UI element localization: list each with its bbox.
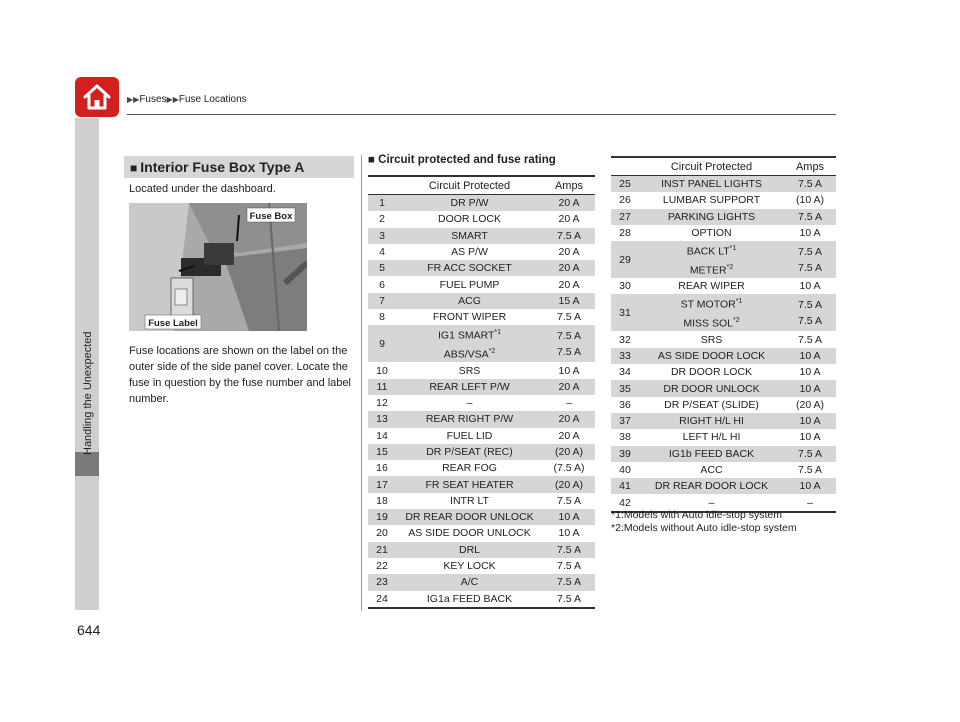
fuse-number: 4: [379, 246, 385, 259]
circuit-name: DR DOOR UNLOCK: [639, 380, 784, 396]
circuit-text: ST MOTOR: [680, 298, 736, 311]
table-row: [368, 558, 595, 574]
fuse-number: 8: [379, 311, 385, 324]
fuse-number: 37: [611, 413, 639, 429]
amp-rating: 7.5 A: [557, 560, 581, 573]
amp-rating: 10 A: [784, 348, 836, 364]
footnote-2: *2:Models without Auto idle-stop system: [611, 522, 797, 534]
amp-rating: 10 A: [799, 227, 821, 240]
circuit-text: IG1 SMART: [437, 329, 495, 342]
amp-rating: 15 A: [543, 293, 595, 309]
fuse-number: 9: [368, 325, 396, 362]
circuit-name: DR REAR DOOR LOCK: [639, 478, 784, 494]
circuit-name: REAR FOG: [442, 462, 497, 475]
amp-rating: [784, 241, 836, 278]
amp-rating: (20 A): [795, 398, 824, 411]
fuse-number: 15: [368, 444, 396, 460]
fuse-table-1: [368, 175, 595, 609]
amp-rating: 20 A: [543, 195, 595, 212]
fuse-number: 24: [368, 591, 396, 608]
circuit-name: [396, 325, 543, 362]
home-button[interactable]: [75, 77, 119, 117]
fuse-number: 12: [376, 397, 388, 410]
circuit-name: INST PANEL LIGHTS: [639, 176, 784, 193]
table-row: [611, 446, 836, 462]
amp-rating: 10 A: [799, 431, 821, 444]
breadcrumb-link-fuses[interactable]: Fuses: [139, 94, 167, 105]
fuse-number: 22: [376, 560, 388, 573]
table-row: [368, 591, 595, 608]
fuse-number: 20: [376, 527, 388, 540]
amp-rating: 7.5 A: [543, 228, 595, 244]
fuse-box-photo: [129, 203, 307, 331]
circuit-name: DR P/SEAT (REC): [396, 444, 543, 460]
table-row: [368, 228, 595, 244]
fuse-number: 28: [619, 227, 631, 240]
fuse-number: 32: [619, 333, 631, 346]
col-amps: Amps: [543, 176, 595, 195]
table-row: [611, 225, 836, 241]
section-marker-icon: ■: [130, 161, 138, 175]
table-row: [611, 478, 836, 494]
fuse-number: 26: [619, 194, 631, 207]
amp-rating: 20 A: [558, 429, 580, 442]
table-row: [368, 325, 595, 362]
footnote-ref: *2: [726, 263, 734, 271]
fuse-number: 3: [368, 228, 396, 244]
circuit-name: DOOR LOCK: [437, 213, 501, 226]
col-amps: Amps: [784, 157, 836, 176]
circuit-name: REAR RIGHT P/W: [396, 411, 543, 427]
circuit-text: METER: [689, 264, 727, 277]
circuit-text: MISS SOL: [683, 317, 733, 330]
fuse-number: 5: [368, 260, 396, 276]
column-divider: [361, 155, 362, 611]
circuit-name: FUEL LID: [446, 429, 493, 442]
amp-rating: 7.5 A: [543, 542, 595, 558]
amp-rating: 7.5 A: [784, 176, 836, 193]
fuse-number: 34: [619, 366, 631, 379]
circuit-name: PARKING LIGHTS: [639, 209, 784, 225]
table-row: [368, 195, 595, 212]
amp-rating: 7.5 A: [557, 311, 581, 324]
circuit-name: REAR WIPER: [678, 280, 745, 293]
amp-rating: (20 A): [543, 444, 595, 460]
table-row: [368, 411, 595, 427]
circuit-line: [396, 325, 543, 344]
table-row: [368, 362, 595, 378]
circuit-name: FUEL PUMP: [439, 278, 500, 291]
breadcrumb-current: Fuse Locations: [178, 94, 247, 105]
table-row: [368, 260, 595, 276]
amp-rating: 7.5 A: [784, 446, 836, 462]
footnotes: [611, 509, 797, 535]
table-title: ■ Circuit protected and fuse rating: [368, 154, 556, 166]
fuse-number: 23: [368, 574, 396, 590]
table-row: [611, 294, 836, 331]
circuit-name: DR DOOR LOCK: [670, 366, 753, 379]
amp-text: 7.5 A: [557, 345, 581, 358]
table-row: [368, 476, 595, 492]
table-row: [368, 525, 595, 541]
amp-rating: 7.5 A: [784, 209, 836, 225]
circuit-name: LUMBAR SUPPORT: [662, 194, 761, 207]
section-title: Interior Fuse Box Type A: [140, 159, 305, 175]
table-row: [368, 293, 595, 309]
circuit-name: [639, 241, 784, 278]
table-title-marker-icon: ■: [368, 154, 375, 166]
footnote-ref: *2: [732, 316, 740, 324]
table-row: [611, 192, 836, 208]
fuse-number: 41: [611, 478, 639, 494]
table-row: [611, 397, 836, 413]
table-row: [611, 462, 836, 478]
footnote-ref: *1: [729, 245, 737, 253]
amp-rating: 20 A: [558, 278, 580, 291]
amp-rating: (10 A): [795, 194, 824, 207]
footnote-ref: *2: [488, 347, 496, 355]
amp-rating: 10 A: [799, 280, 821, 293]
circuit-name: ACG: [396, 293, 543, 309]
breadcrumb-arrow-icon: ▶▶: [166, 95, 179, 104]
fuse-number: 35: [611, 380, 639, 396]
table-row: [368, 493, 595, 509]
amp-rating: 10 A: [784, 413, 836, 429]
fuse-number: 21: [368, 542, 396, 558]
circuit-name: RIGHT H/L HI: [639, 413, 784, 429]
table-row: [368, 211, 595, 227]
amp-rating: 20 A: [543, 379, 595, 395]
fuse-label-callout: Fuse Label: [148, 318, 198, 329]
amp-rating: 10 A: [543, 509, 595, 525]
fuse-number: 1: [368, 195, 396, 212]
circuit-name: AS SIDE DOOR UNLOCK: [408, 527, 531, 540]
circuit-name: FR SEAT HEATER: [396, 476, 543, 492]
amp-rating: [543, 325, 595, 362]
table-row: [368, 574, 595, 590]
fuse-number: 29: [611, 241, 639, 278]
circuit-name: OPTION: [691, 227, 732, 240]
table-row: [611, 278, 836, 294]
table-row: [611, 364, 836, 380]
amp-rating: 7.5 A: [557, 494, 581, 507]
table-row: [368, 444, 595, 460]
col-circuit: Circuit Protected: [639, 157, 784, 176]
circuit-name: SRS: [458, 364, 481, 377]
amp-rating: 10 A: [558, 527, 580, 540]
circuit-name: DR REAR DOOR UNLOCK: [396, 509, 543, 525]
fuse-number: 11: [368, 379, 396, 395]
circuit-line: [639, 241, 784, 260]
circuit-name: A/C: [396, 574, 543, 590]
col-number: [611, 157, 639, 176]
fuse-number: 10: [376, 364, 388, 377]
header-divider: [127, 114, 836, 115]
fuse-number: 27: [611, 209, 639, 225]
fuse-number: 25: [611, 176, 639, 193]
amp-rating: 7.5 A: [543, 591, 595, 608]
fuse-number: 18: [376, 494, 388, 507]
circuit-name: [639, 294, 784, 331]
fuse-number: 33: [611, 348, 639, 364]
fuse-number: 42: [611, 494, 639, 511]
table-row: [611, 348, 836, 364]
table-row: [368, 428, 595, 444]
circuit-name: LEFT H/L HI: [682, 431, 741, 444]
amp-rating: 10 A: [799, 366, 821, 379]
table-row: [611, 429, 836, 445]
amp-text: 7.5 A: [798, 298, 822, 311]
circuit-name: DRL: [396, 542, 543, 558]
amp-text: 7.5 A: [798, 314, 822, 327]
section-heading: [124, 156, 354, 178]
table-row: [368, 509, 595, 525]
fuse-number: 39: [611, 446, 639, 462]
circuit-name: INTR LT: [450, 494, 489, 507]
fuse-number: 13: [368, 411, 396, 427]
footnote-ref: *1: [735, 298, 743, 306]
amp-rating: 20 A: [558, 246, 580, 259]
fuse-number: 36: [619, 398, 631, 411]
circuit-text: ABS/VSA: [443, 348, 489, 361]
table-row: [611, 209, 836, 225]
fuse-box-callout: Fuse Box: [249, 211, 293, 222]
fuse-number: 19: [368, 509, 396, 525]
breadcrumb: [127, 94, 247, 105]
instruction-paragraph: Fuse locations are shown on the label on the outer side of the side panel cover. Locate the fuse in question by the fuse number and label number.: [129, 345, 351, 405]
amp-rating: –: [784, 494, 836, 511]
fuse-number: 40: [619, 464, 631, 476]
location-text: Located under the dashboard.: [129, 183, 276, 195]
amp-rating: 10 A: [558, 364, 580, 377]
table-row: [368, 542, 595, 558]
fuse-number: 16: [376, 462, 388, 475]
fuse-number: 6: [379, 278, 385, 291]
home-icon: [82, 82, 112, 112]
amp-rating: [784, 294, 836, 331]
circuit-name: IG1a FEED BACK: [396, 591, 543, 608]
amp-rating: 7.5 A: [543, 574, 595, 590]
amp-rating: –: [566, 397, 572, 410]
table-row: [368, 276, 595, 292]
footnote-ref: *1: [494, 329, 502, 337]
page-number: 644: [77, 622, 101, 638]
amp-rating: (20 A): [543, 476, 595, 492]
amp-text: 7.5 A: [798, 245, 822, 258]
amp-rating: 20 A: [543, 411, 595, 427]
circuit-name: DR P/W: [396, 195, 543, 212]
amp-rating: 20 A: [543, 260, 595, 276]
circuit-name: –: [639, 494, 784, 511]
breadcrumb-arrow-icon: ▶▶: [127, 95, 140, 104]
amp-rating: 10 A: [784, 478, 836, 494]
circuit-name: SMART: [396, 228, 543, 244]
fuse-number: 31: [611, 294, 639, 331]
circuit-name: REAR LEFT P/W: [396, 379, 543, 395]
footnote-1: *1:Models with Auto idle-stop system: [611, 509, 782, 521]
circuit-name: AS SIDE DOOR LOCK: [639, 348, 784, 364]
circuit-name: ACC: [700, 464, 723, 476]
table-row: [611, 413, 836, 429]
table-row: [368, 395, 595, 411]
table-row: [611, 241, 836, 278]
table-row: [611, 176, 836, 193]
amp-text: 7.5 A: [557, 329, 581, 342]
amp-rating: (7.5 A): [553, 462, 585, 475]
amp-rating: 7.5 A: [798, 333, 822, 346]
table-row: [611, 380, 836, 396]
fuse-number: 14: [376, 429, 388, 442]
fuse-number: 17: [368, 476, 396, 492]
circuit-text: BACK LT: [686, 245, 730, 258]
table-row: [368, 244, 595, 260]
circuit-line: [639, 313, 784, 332]
fuse-number: 7: [368, 293, 396, 309]
fuse-number: 30: [619, 280, 631, 293]
circuit-name: AS P/W: [451, 246, 488, 259]
circuit-name: KEY LOCK: [443, 560, 496, 573]
circuit-name: FRONT WIPER: [432, 311, 507, 324]
circuit-name: FR ACC SOCKET: [396, 260, 543, 276]
circuit-name: DR P/SEAT (SLIDE): [664, 398, 759, 411]
circuit-line: [639, 294, 784, 313]
circuit-name: SRS: [700, 333, 723, 346]
chapter-label: Handling the Unexpected: [82, 331, 94, 455]
col-circuit: Circuit Protected: [396, 176, 543, 195]
circuit-line: [396, 344, 543, 363]
fuse-number: 38: [619, 431, 631, 444]
table-row: [368, 379, 595, 395]
amp-text: 7.5 A: [798, 261, 822, 274]
amp-rating: 7.5 A: [798, 464, 822, 476]
table-row: [368, 309, 595, 325]
table-row: [611, 331, 836, 347]
fuse-table-2: [611, 156, 836, 513]
amp-rating: 10 A: [784, 380, 836, 396]
circuit-name: –: [466, 397, 473, 410]
col-number: [368, 176, 396, 195]
amp-rating: 20 A: [558, 213, 580, 226]
fuse-number: 2: [379, 213, 385, 226]
chapter-tab-marker[interactable]: [75, 452, 99, 476]
circuit-line: [639, 260, 784, 279]
circuit-name: IG1b FEED BACK: [639, 446, 784, 462]
table-row: [368, 460, 595, 476]
